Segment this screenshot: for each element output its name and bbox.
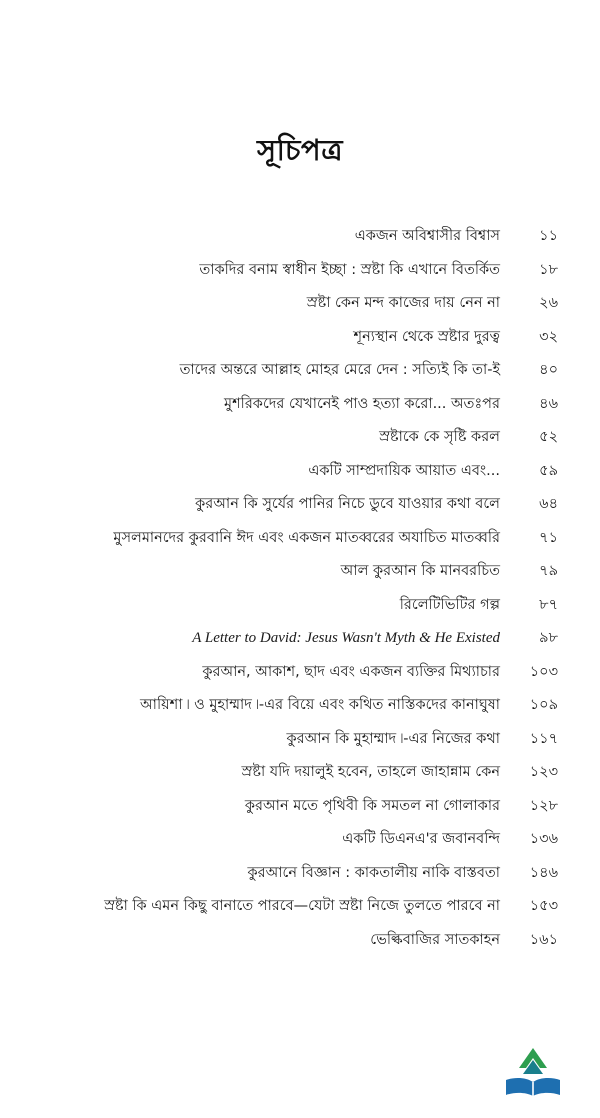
toc-entry[interactable]: [42, 426, 558, 450]
toc-entry[interactable]: [42, 393, 558, 417]
toc-entry-label: রিলেটিভিটির গল্প: [399, 596, 500, 613]
toc-entry[interactable]: [42, 661, 558, 685]
toc-entry-page: ১১: [539, 228, 558, 244]
toc-entry-label: A Letter to David: Jesus Wasn't Myth & He Existed: [192, 630, 500, 646]
toc-entry[interactable]: [42, 326, 558, 350]
toc-entry-label: কুরআনে বিজ্ঞান : কাকতালীয় নাকি বাস্তবতা: [247, 864, 500, 881]
toc-entry-page: ১৪৬: [529, 864, 558, 881]
toc-entry[interactable]: [42, 795, 558, 819]
toc-entry-label: মুশরিকদের যেখানেই পাও হত্যা করো... অতঃপর: [224, 395, 500, 412]
toc-entry-label: আয়িশা ৷ ও মুহাম্মাদ ৷-এর বিয়ে এবং কথিত নাস্তিকদের কানাঘুষা: [140, 697, 500, 713]
toc-entry-label: কুরআন, আকাশ, ছাদ এবং একজন ব্যক্তির মিথ্যাচার: [202, 663, 500, 680]
toc-entry-label: একজন অবিশ্বাসীর বিশ্বাস: [354, 228, 500, 244]
toc-entry-page: ১৩৬: [529, 831, 558, 847]
toc-entry[interactable]: [42, 828, 558, 852]
toc-entry[interactable]: [42, 728, 558, 752]
toc-entry[interactable]: [42, 493, 558, 517]
toc-entry-label: কুরআন কি সুর্যের পানির নিচে ডুবে যাওয়ার কথা বলে: [195, 496, 500, 512]
toc-entry-label: কুরআন কি মুহাম্মাদ ৷-এর নিজের কথা: [286, 730, 500, 747]
toc-entry[interactable]: [42, 694, 558, 718]
toc-entry-label: কুরআন মতে পৃথিবী কি সমতল না গোলাকার: [244, 797, 500, 814]
toc-entry-page: ৭৯: [539, 563, 558, 579]
toc-entry-label: স্রষ্টাকে কে সৃষ্টি করল: [379, 429, 500, 445]
toc-entry-page: ৪০: [539, 362, 558, 378]
toc-entry[interactable]: [42, 862, 558, 886]
toc-entry[interactable]: [42, 594, 558, 618]
toc-entry-page: ১৫৩: [529, 898, 558, 914]
table-of-contents: [42, 225, 558, 953]
toc-entry-page: ৮৭: [539, 596, 558, 613]
toc-entry-page: ৩২: [539, 328, 558, 345]
toc-entry-label: একটি ডিএনএ'র জবানবন্দি: [342, 831, 500, 847]
toc-entry-label: একটি সাম্প্রদায়িক আয়াত এবং...: [308, 462, 500, 479]
toc-page: [0, 128, 600, 1118]
toc-entry[interactable]: [42, 292, 558, 316]
page-title: সূচিপত্র: [256, 133, 344, 167]
toc-entry-label: মুসলমানদের কুরবানি ঈদ এবং একজন মাতব্বরের অযাচিত মাতব্বরি: [113, 529, 500, 546]
toc-entry-page: ২৬: [539, 295, 558, 311]
toc-entry[interactable]: [42, 560, 558, 584]
toc-entry-page: ৯৮: [539, 630, 558, 646]
toc-entry-page: ৪৬: [539, 395, 558, 412]
toc-entry[interactable]: [42, 527, 558, 551]
toc-entry-page: ১০৯: [529, 697, 558, 713]
toc-entry-page: ৬৪: [539, 496, 558, 512]
toc-entry-page: ৭১: [539, 529, 558, 546]
toc-entry-label: শূন্যস্থান থেকে স্রষ্টার দুরত্ব: [353, 328, 500, 345]
toc-entry-label: আল কুরআন কি মানবরচিত: [340, 563, 500, 579]
toc-entry-page: ১৮: [539, 261, 558, 278]
toc-entry-label: তাদের অন্তরে আল্লাহ মোহর মেরে দেন : সত্যিই কি তা-ই: [179, 362, 500, 378]
toc-entry-page: ৫২: [539, 429, 558, 445]
toc-entry[interactable]: [42, 359, 558, 383]
toc-entry-page: ১২৩: [529, 764, 558, 780]
toc-entry-page: ১৬১: [529, 931, 558, 948]
toc-entry-label: তাকদির বনাম স্বাধীন ইচ্ছা : স্রষ্টা কি এখানে বিতর্কিত: [199, 261, 500, 278]
toc-entry[interactable]: [42, 225, 558, 249]
toc-entry[interactable]: [42, 259, 558, 283]
toc-entry[interactable]: [42, 627, 558, 651]
toc-entry[interactable]: [42, 895, 558, 919]
toc-entry[interactable]: [42, 460, 558, 484]
toc-entry-label: স্রষ্টা কি এমন কিছু বানাতে পারবে—যেটা স্রষ্টা নিজে তুলতে পারবে না: [104, 898, 500, 914]
toc-entry-label: ভেল্কিবাজির সাতকাহন: [370, 931, 500, 948]
toc-entry[interactable]: [42, 929, 558, 953]
toc-entry-label: স্রষ্টা যদি দয়ালুই হবেন, তাহলে জাহান্নাম কেন: [241, 764, 500, 780]
toc-entry-page: ১১৭: [529, 730, 558, 747]
toc-entry-page: ১২৮: [529, 797, 558, 814]
toc-entry-label: স্রষ্টা কেন মন্দ কাজের দায় নেন না: [306, 295, 500, 311]
toc-entry[interactable]: [42, 761, 558, 785]
publisher-logo-icon: [502, 1046, 564, 1100]
toc-entry-page: ১০৩: [529, 663, 558, 680]
toc-entry-page: ৫৯: [539, 462, 558, 479]
